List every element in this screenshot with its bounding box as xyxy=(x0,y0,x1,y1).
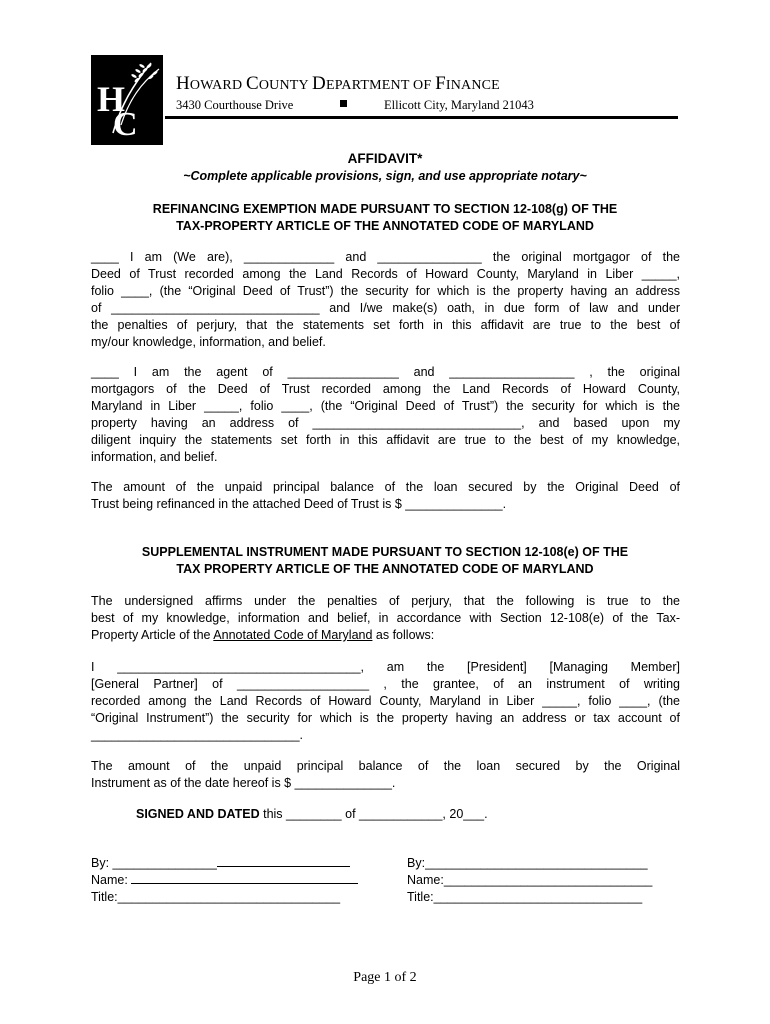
logo-c-letter: C xyxy=(113,106,138,143)
left-by-line: By: _______________ xyxy=(91,855,358,872)
section-1-paragraph-agent: ____ I am the agent of ________________ and __________________ , the original mortgagors of the Deed of Trust recorded among the Land Records of Howard County, Maryland in Liber _____, folio ____, (the “Original Deed of Trust”) the security for which is the property having an address of ______________________________, and based upon my diligent inquiry the statements set forth in this affidavit are true to the best of my knowledge, information, and belief. xyxy=(91,365,680,464)
annotated-code-reference: Annotated Code of Maryland xyxy=(213,628,373,642)
section-1-heading: REFINANCING EXEMPTION MADE PURSUANT TO SECTION 12-108(g) OF THE TAX-PROPERTY ARTICLE OF THE ANNOTATED CODE OF MARYLAND xyxy=(152,202,618,233)
document-title: AFFIDAVIT* xyxy=(347,151,423,166)
section-2-paragraph-grantee: I ___________________________________, am the [President] [Managing Member] [General Partner] of ___________________ , the grantee, of an instrument of writing recorded among the Land Records of Howard County, Maryland in Liber _____, folio ____, (the “Original Instrument”) the security for which is the property having an address or tax account of ______________________________. xyxy=(91,660,680,742)
logo-wheat-icon xyxy=(91,55,163,145)
logo-h-letter: H xyxy=(97,79,126,119)
left-name-field[interactable] xyxy=(131,872,358,884)
right-name-line: Name:______________________________ xyxy=(407,873,653,887)
page-number: Page 1 of 2 xyxy=(353,970,417,985)
section-1-paragraph-balance: The amount of the unpaid principal balance of the loan secured by the Original Deed of Trust being refinanced in the attached Deed of Trust is $ ______________. xyxy=(91,480,680,511)
address-city: Ellicott City, Maryland 21043 xyxy=(384,98,534,112)
left-title-line: Title:________________________________ xyxy=(91,890,341,904)
document-subtitle: ~Complete applicable provisions, sign, and use appropriate notary~ xyxy=(183,169,587,183)
department-name: HOWARD COUNTY DEPARTMENT OF FINANCE xyxy=(176,73,500,94)
county-logo xyxy=(91,55,163,145)
signed-and-dated-line: SIGNED AND DATED this ________ of ____________, 20___. xyxy=(136,807,488,821)
signature-block-right xyxy=(407,855,652,906)
left-name-line: Name: xyxy=(91,872,358,889)
left-by-signature-line[interactable] xyxy=(217,855,350,867)
address-street: 3430 Courthouse Drive xyxy=(176,98,294,112)
bullet-square-icon xyxy=(340,100,347,107)
right-title-line: Title:______________________________ xyxy=(407,890,643,904)
header-divider xyxy=(165,116,678,119)
section-2-paragraph-affirm: The undersigned affirms under the penalties of perjury, that the following is true to the best of my knowledge, information and belief, in accordance with Section 12-108(e) of the Tax- Property Article of the Annotated Code of Maryland as follows: xyxy=(91,594,680,642)
right-by-line: By:________________________________ xyxy=(407,856,648,870)
section-1-paragraph-owner: ____ I am (We are), _____________ and _______________ the original mortgagor of the Deed of Trust recorded among the Land Records of Howard County, Maryland in Liber _____, folio ____, (the “Original Deed of Trust”) the security for which is the property having an address of ______________________________ and I/we make(s) oath, in due form of law and under the penalties of perjury, that the statements set forth in this affidavit are true to the best of my/our knowledge, information, and belief. xyxy=(91,250,680,349)
section-2-paragraph-balance: The amount of the unpaid principal balance of the loan secured by the Original Instrument as of the date hereof is $ ______________. xyxy=(91,759,680,790)
signature-block-left xyxy=(91,855,358,906)
section-2-heading: SUPPLEMENTAL INSTRUMENT MADE PURSUANT TO SECTION 12-108(e) OF THE TAX PROPERTY ARTICLE OF THE ANNOTATED CODE OF MARYLAND xyxy=(141,545,629,576)
